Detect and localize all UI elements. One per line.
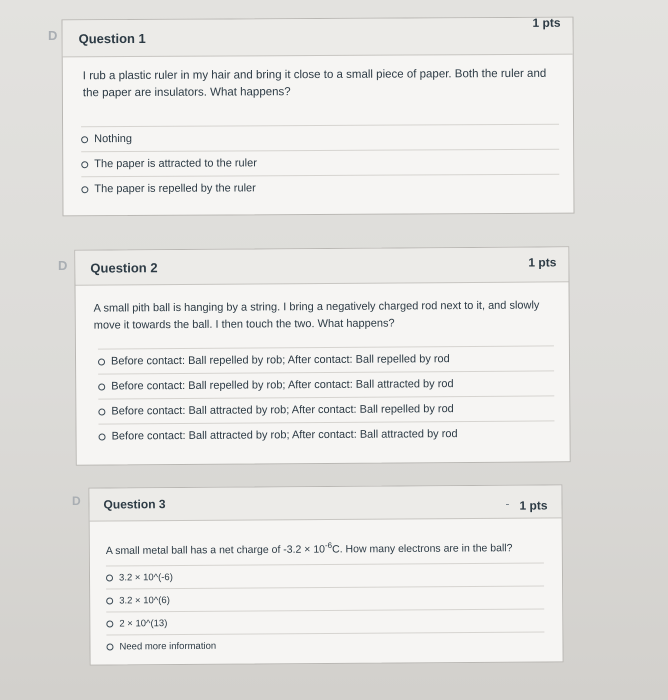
question-2-header — [75, 247, 568, 285]
question-1-answers — [81, 124, 559, 202]
question-3-text — [106, 535, 556, 560]
radio-button[interactable] — [99, 433, 106, 440]
question-1-card — [61, 17, 574, 217]
question-1-text: I rub a plastic ruler in my hair and bring it close to a small piece of paper. Both the ruler and the paper are insulators. What happens? — [82, 67, 547, 100]
answer-label: 2 × 10^(13) — [119, 617, 168, 629]
question-2-card — [74, 246, 570, 465]
answer-option[interactable] — [98, 345, 554, 373]
answer-label: The paper is repelled by the ruler — [94, 182, 256, 196]
question-1-points: 1 pts — [532, 15, 561, 30]
question-2-title: Question 2 — [90, 260, 158, 276]
answer-label: Before contact: Ball attracted by rob; After contact: Ball repelled by rod — [111, 403, 454, 418]
answer-option[interactable] — [81, 174, 559, 202]
answer-label: Before contact: Ball repelled by rob; After contact: Ball attracted by rod — [111, 378, 454, 393]
radio-button[interactable] — [81, 161, 88, 168]
question-3-title: Question 3 — [103, 497, 166, 512]
radio-button[interactable] — [106, 574, 113, 581]
answer-option[interactable] — [98, 370, 554, 398]
answer-label: 3.2 × 10^(6) — [119, 594, 170, 606]
question-3-text-prefix: A small metal ball has a net charge of -3.2 × 10 — [105, 543, 326, 558]
answer-option[interactable] — [106, 585, 544, 611]
radio-button[interactable] — [98, 383, 105, 390]
question-3-card — [88, 484, 563, 665]
flag-question-2-icon[interactable]: D — [58, 258, 68, 273]
answer-label: Nothing — [94, 132, 133, 146]
question-2-answers — [98, 345, 555, 448]
flag-question-3-icon[interactable]: D — [72, 494, 81, 508]
question-3-exponent: -6 — [324, 540, 333, 551]
answer-label: Before contact: Ball attracted by rob; After contact: Ball attracted by rod — [111, 428, 458, 443]
answer-label: 3.2 × 10^(-6) — [118, 571, 173, 583]
collapse-dash: - — [505, 496, 510, 511]
answer-label: Need more information — [119, 640, 217, 652]
radio-button[interactable] — [98, 358, 105, 365]
answer-label: Before contact: Ball repelled by rob; After contact: Ball repelled by rod — [110, 353, 450, 368]
answer-option[interactable] — [106, 562, 544, 588]
radio-button[interactable] — [106, 597, 113, 604]
question-2-text: A small pith ball is hanging by a string. I bring a negatively charged rod next to it, and slowly move it towards the ball. I then touch the two. What happens? — [93, 299, 540, 332]
question-1-title: Question 1 — [78, 30, 146, 47]
answer-option[interactable] — [98, 420, 554, 448]
answer-option[interactable] — [81, 124, 559, 152]
answer-option[interactable] — [106, 631, 544, 657]
question-3-points: 1 pts — [519, 498, 548, 513]
question-3-header — [89, 485, 561, 521]
question-3-text-suffix: C. How many electrons are in the ball? — [332, 542, 513, 556]
radio-button[interactable] — [106, 620, 113, 627]
radio-button[interactable] — [106, 643, 113, 650]
flag-question-1-icon[interactable]: D — [48, 28, 58, 43]
question-1-header — [62, 15, 572, 58]
radio-button[interactable] — [98, 408, 105, 415]
radio-button[interactable] — [81, 136, 88, 143]
answer-option[interactable] — [106, 608, 544, 634]
answer-label: The paper is attracted to the ruler — [94, 157, 257, 171]
question-3-answers — [106, 562, 545, 657]
question-2-points: 1 pts — [528, 255, 557, 270]
answer-option[interactable] — [81, 149, 559, 177]
answer-option[interactable] — [98, 395, 554, 423]
radio-button[interactable] — [81, 186, 88, 193]
